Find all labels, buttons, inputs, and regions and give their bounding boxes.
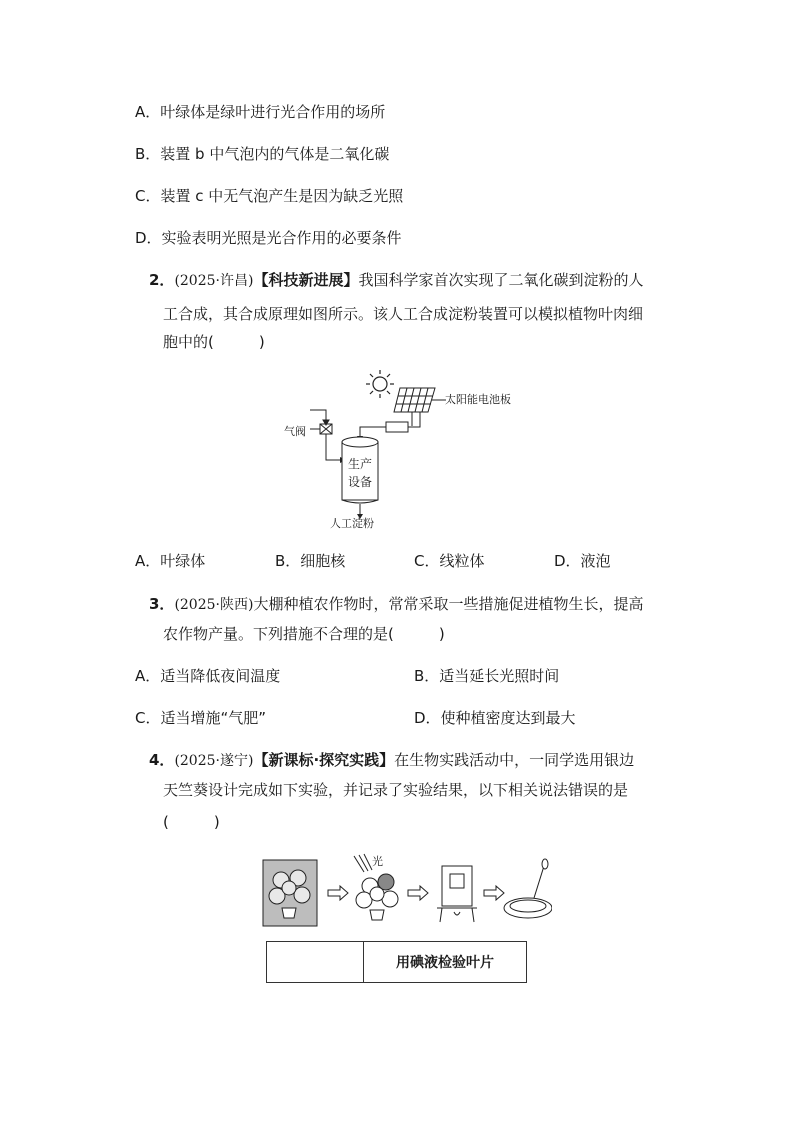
q2-option-b: B．细胞核 (275, 552, 346, 570)
device-label-2: 设备 (347, 475, 372, 489)
experiment-steps-illustration (262, 852, 552, 928)
sun-icon (366, 370, 394, 398)
arrow-right-icon (484, 886, 504, 900)
q4-tag: 【新课标·探究实践】 (253, 751, 395, 769)
table-row (267, 942, 527, 983)
q1-option-d: D．实验表明光照是光合作用的必要条件 (135, 229, 402, 247)
q3-text-1: 大棚种植农作物时，常常采取一些措施促进植物生长，提高 (253, 595, 644, 613)
q3-option-c: C．适当增施“气肥” (135, 709, 267, 727)
q4-source: (2025·遂宁) (174, 753, 254, 769)
device-label-1: 生产 (347, 457, 372, 471)
q2-option-d: D．液泡 (554, 552, 611, 570)
q3-stem-line2: 农作物产量。下列措施不合理的是( ) (163, 625, 445, 643)
valve-label: 气阀 (284, 425, 306, 438)
q3-stem-line1 (149, 594, 643, 615)
q4-number: 4． (149, 751, 175, 769)
q3-source: (2025·陕西) (174, 597, 254, 613)
q2-option-a: A．叶绿体 (135, 552, 206, 570)
light-label: 光 (372, 855, 383, 868)
q2-option-c: C．线粒体 (414, 552, 485, 570)
q3-number: 3． (149, 595, 175, 613)
water-bath-apparatus (437, 866, 477, 922)
q2-stem-line1 (149, 270, 643, 291)
q2-tag: 【科技新进展】 (253, 271, 359, 289)
table-cell-empty (267, 942, 364, 983)
q2-source: (2025·许昌) (174, 273, 254, 289)
solar-panel-label: 太阳能电池板 (445, 393, 511, 406)
table-header-iodine-test: 用碘液检验叶片 (364, 942, 527, 983)
arrow-right-icon (328, 886, 348, 900)
q2-stem-line2: 工合成，其合成原理如图所示。该人工合成淀粉装置可以模拟植物叶肉细 (163, 305, 644, 323)
q1-option-b: B．装置 b 中气泡内的气体是二氧化碳 (135, 145, 390, 163)
q4-text-1: 在生物实践活动中，一同学选用银边 (394, 751, 635, 769)
dark-treatment-plant (263, 860, 317, 926)
q3-option-b: B．适当延长光照时间 (414, 667, 560, 685)
q2-stem-line3: 胞中的( ) (163, 333, 265, 351)
q1-option-a: A．叶绿体是绿叶进行光合作用的场所 (135, 103, 386, 121)
q4-stem-line3: ( ) (163, 813, 220, 831)
q4-stem-line2: 天竺葵设计完成如下实验，并记录了实验结果，以下相关说法错误的是 (163, 781, 629, 799)
q4-stem-line1 (149, 750, 634, 771)
q2-number: 2． (149, 271, 175, 289)
q3-option-a: A．适当降低夜间温度 (135, 667, 281, 685)
results-table (266, 941, 527, 983)
output-label: 人工淀粉 (330, 517, 374, 530)
q3-option-d: D．使种植密度达到最大 (414, 709, 576, 727)
iodine-dish-dropper (504, 859, 552, 918)
q2-text-1: 我国科学家首次实现了二氧化碳到淀粉的人 (358, 271, 644, 289)
q1-option-c: C．装置 c 中无气泡产生是因为缺乏光照 (135, 187, 404, 205)
arrow-right-icon (408, 886, 428, 900)
battery-icon (386, 422, 408, 432)
